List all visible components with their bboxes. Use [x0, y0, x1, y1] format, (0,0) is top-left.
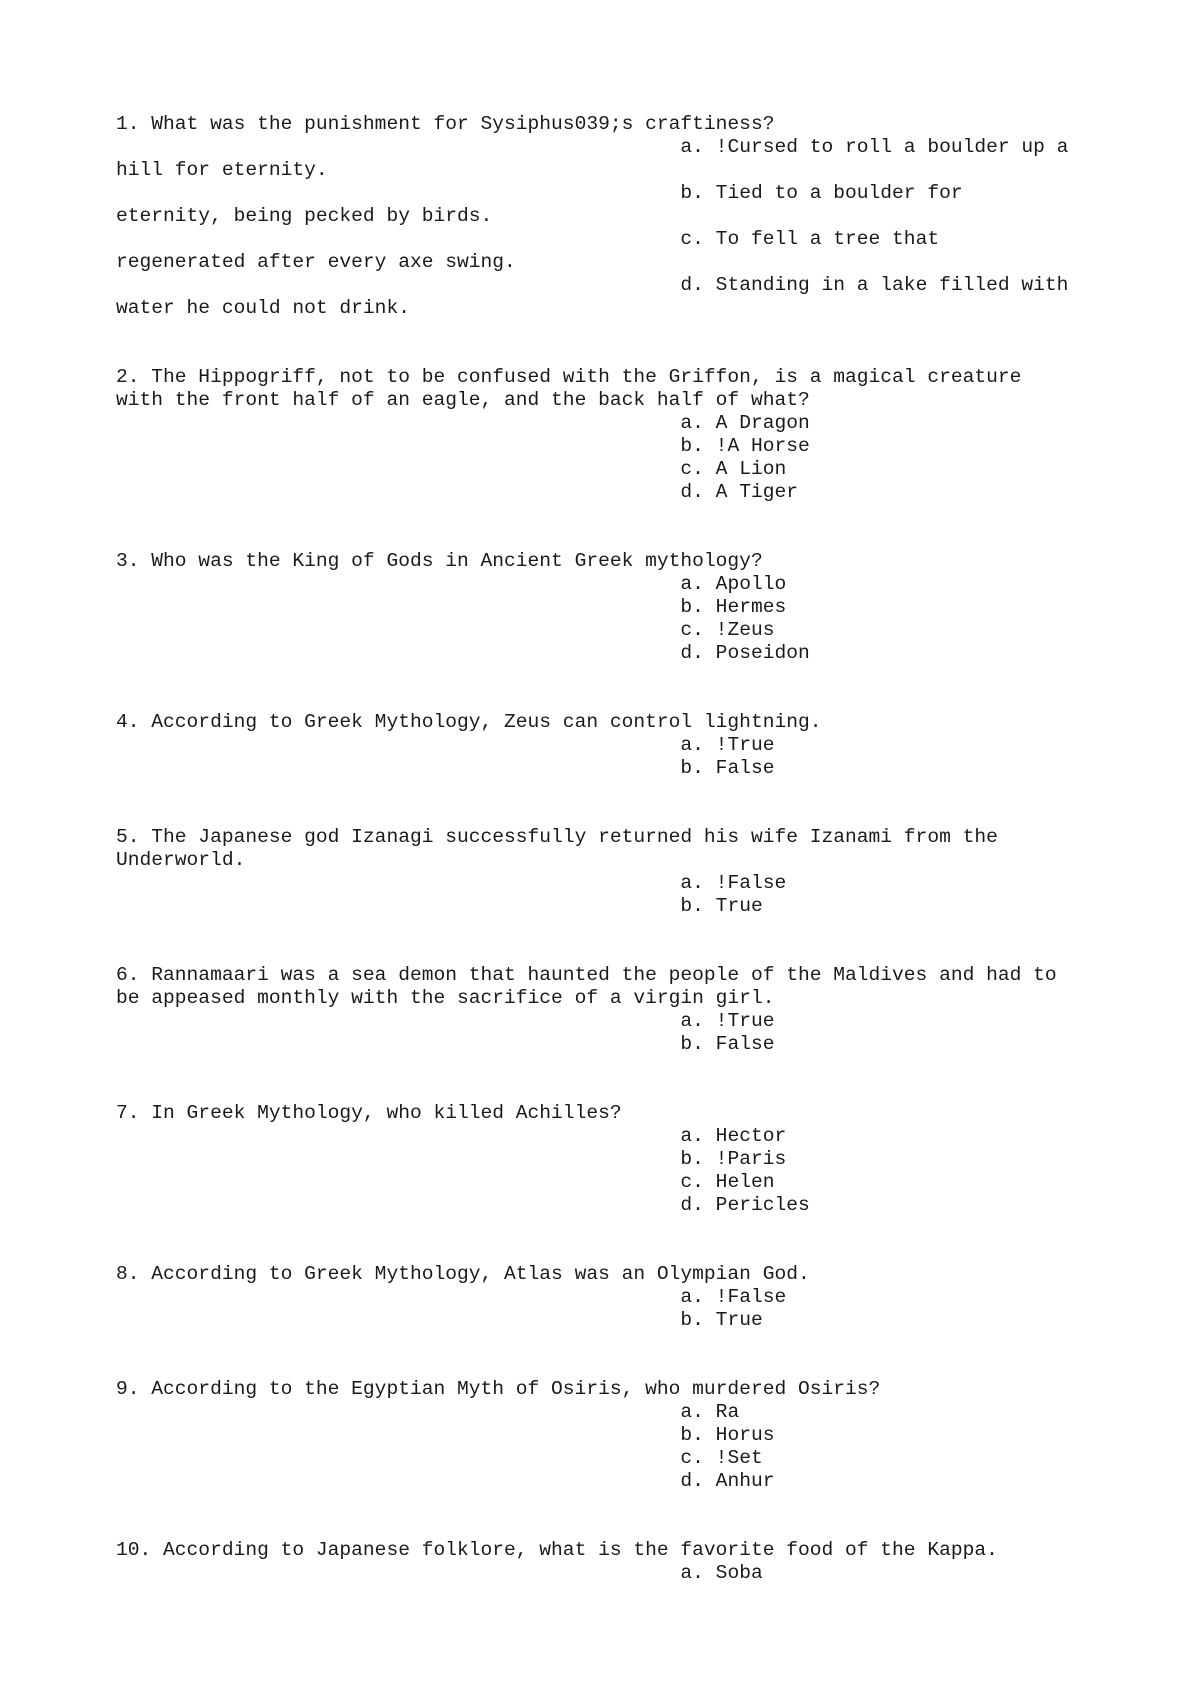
answer-option: a. Hector: [680, 1125, 787, 1147]
answer-option: b. Tied to a boulder for: [680, 182, 963, 204]
question-text: 5. The Japanese god Izanagi successfully returned his wife Izanami from the: [116, 826, 998, 848]
question-text: 8. According to Greek Mythology, Atlas was an Olympian God.: [116, 1263, 810, 1285]
answer-continuation: eternity, being pecked by birds.: [116, 205, 493, 227]
answer-option: a. Soba: [680, 1562, 763, 1584]
answer-option: a. !True: [680, 734, 775, 756]
answer-option: a. A Dragon: [680, 412, 810, 434]
answer-option: b. True: [680, 1309, 763, 1331]
answer-option: b. False: [680, 757, 775, 779]
answer-option: c. Helen: [680, 1171, 775, 1193]
answer-option: d. Poseidon: [680, 642, 810, 664]
quiz-text: [116, 113, 1068, 1585]
question-text: Underworld.: [116, 849, 246, 871]
answer-option: b. Horus: [680, 1424, 775, 1446]
answer-option: a. !Cursed to roll a boulder up a: [680, 136, 1069, 158]
answer-continuation: water he could not drink.: [116, 297, 410, 319]
answer-continuation: regenerated after every axe swing.: [116, 251, 516, 273]
question-text: 6. Rannamaari was a sea demon that haunted the people of the Maldives and had to: [116, 964, 1057, 986]
question-text: 3. Who was the King of Gods in Ancient Greek mythology?: [116, 550, 763, 572]
answer-option: b. False: [680, 1033, 775, 1055]
answer-continuation: hill for eternity.: [116, 159, 328, 181]
answer-option: c. !Zeus: [680, 619, 775, 641]
question-text: 9. According to the Egyptian Myth of Osiris, who murdered Osiris?: [116, 1378, 881, 1400]
answer-option: d. Standing in a lake filled with: [680, 274, 1069, 296]
answer-option: d. A Tiger: [680, 481, 798, 503]
answer-option: b. Hermes: [680, 596, 787, 618]
answer-option: b. True: [680, 895, 763, 917]
answer-option: a. !False: [680, 1286, 787, 1308]
question-text: be appeased monthly with the sacrifice of a virgin girl.: [116, 987, 775, 1009]
answer-option: a. !True: [680, 1010, 775, 1032]
question-text: 10. According to Japanese folklore, what is the favorite food of the Kappa.: [116, 1539, 998, 1561]
answer-option: c. To fell a tree that: [680, 228, 940, 250]
answer-option: b. !Paris: [680, 1148, 787, 1170]
answer-option: a. !False: [680, 872, 787, 894]
answer-option: b. !A Horse: [680, 435, 810, 457]
question-text: 2. The Hippogriff, not to be confused with the Griffon, is a magical creature: [116, 366, 1022, 388]
question-text: 4. According to Greek Mythology, Zeus can control lightning.: [116, 711, 822, 733]
answer-option: a. Ra: [680, 1401, 740, 1423]
answer-option: d. Pericles: [680, 1194, 810, 1216]
answer-option: c. !Set: [680, 1447, 763, 1469]
question-text: 7. In Greek Mythology, who killed Achilles?: [116, 1102, 622, 1124]
answer-option: a. Apollo: [680, 573, 787, 595]
answer-option: d. Anhur: [680, 1470, 775, 1492]
question-text: 1. What was the punishment for Sysiphus039;s craftiness?: [116, 113, 775, 135]
answer-option: c. A Lion: [680, 458, 787, 480]
question-text: with the front half of an eagle, and the back half of what?: [116, 389, 810, 411]
